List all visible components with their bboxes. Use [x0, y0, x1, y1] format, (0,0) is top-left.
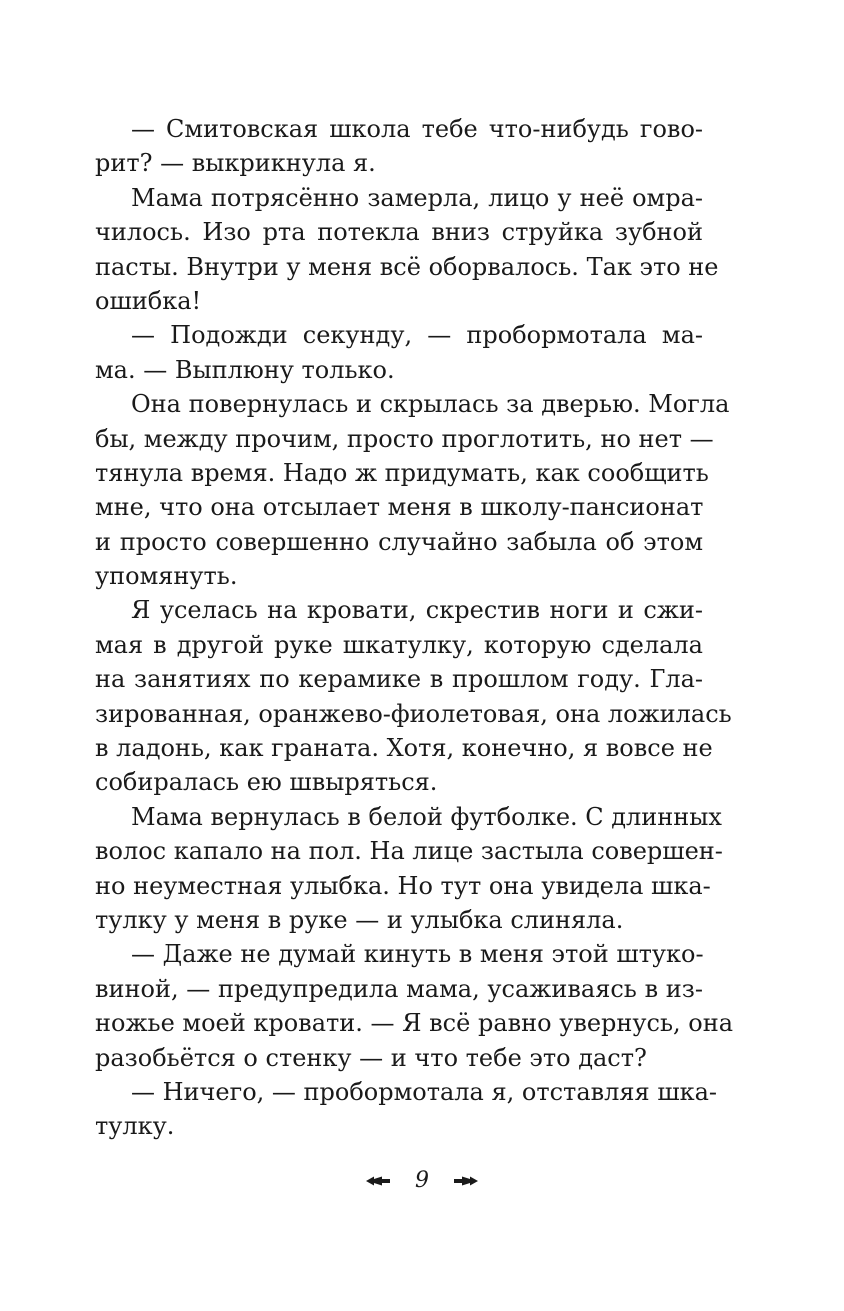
ornament-right-icon: [453, 1175, 479, 1187]
text-line: разобьётся о стенку — и что тебе это даст?: [95, 1043, 647, 1072]
text-line: — Подожди секунду, — пробормотала ма-: [131, 321, 703, 350]
text-line: ножье моей кровати. — Я всё равно увернусь, она: [95, 1009, 734, 1038]
text-line: тулку у меня в руке — и улыбка слиняла.: [95, 905, 624, 934]
page-folio: [0, 1166, 844, 1196]
text-line: волос капало на пол. На лице застыла совершен-: [95, 837, 723, 866]
page-number: 9: [415, 1168, 429, 1193]
text-line: рит? — выкрикнула я.: [95, 149, 376, 178]
text-line: чилось. Изо рта потекла вниз струйка зубной: [95, 218, 703, 247]
text-line: мая в другой руке шкатулку, которую сделала: [95, 630, 703, 659]
text-line: Мама вернулась в белой футболке. С длинных: [131, 802, 722, 831]
text-line: Она повернулась и скрылась за дверью. Могла: [131, 390, 730, 419]
text-line: собиралась ею швыряться.: [95, 768, 438, 797]
body-text: [95, 112, 734, 1144]
text-line: — Даже не думай кинуть в меня этой штуко-: [131, 940, 704, 969]
text-line: пасты. Внутри у меня всё оборвалось. Так это не: [95, 252, 719, 281]
text-line: тянула время. Надо ж придумать, как сообщить: [95, 458, 709, 487]
text-line: и просто совершенно случайно забыла об этом: [95, 527, 703, 556]
text-line: виной, — предупредила мама, усаживаясь в из-: [95, 974, 703, 1003]
text-line: — Ничего, — пробормотала я, отставляя шка-: [131, 1077, 718, 1106]
text-line: но неуместная улыбка. Но тут она увидела шка-: [95, 871, 711, 900]
text-line: тулку.: [95, 1112, 175, 1141]
text-line: — Смитовская школа тебе что-нибудь гово-: [131, 115, 703, 143]
ornament-left-icon: [365, 1175, 391, 1187]
text-line: Я уселась на кровати, скрестив ноги и сжи-: [131, 596, 703, 625]
text-line: ошибка!: [95, 286, 202, 315]
text-line: в ладонь, как граната. Хотя, конечно, я вовсе не: [95, 734, 713, 763]
text-line: на занятиях по керамике в прошлом году. Гла-: [95, 665, 703, 694]
text-line: зированная, оранжево-фиолетовая, она ложилась: [95, 699, 732, 728]
text-line: Мама потрясённо замерла, лицо у неё омра-: [131, 183, 703, 212]
text-line: ма. — Выплюну только.: [95, 355, 395, 384]
text-line: бы, между прочим, просто проглотить, но нет —: [95, 424, 714, 453]
text-line: мне, что она отсылает меня в школу-пансионат: [95, 493, 704, 522]
text-line: упомянуть.: [95, 562, 238, 591]
